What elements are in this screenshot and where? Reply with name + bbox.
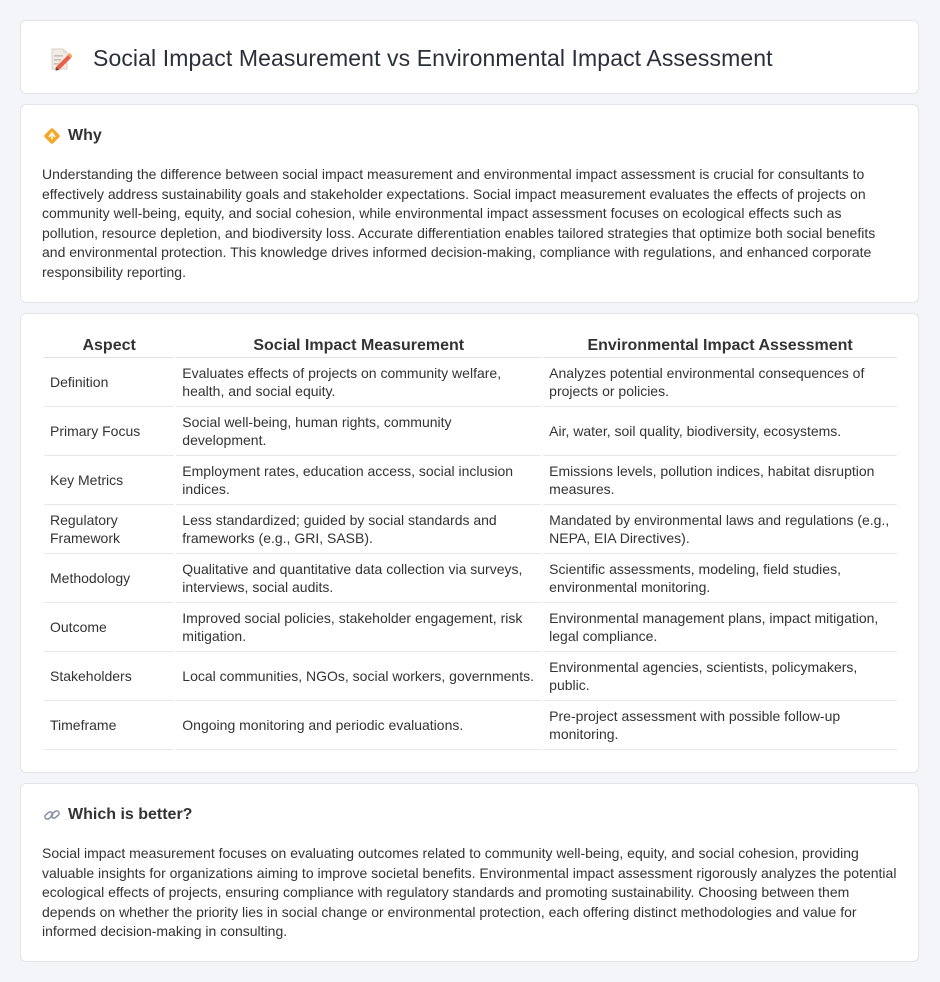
table-row	[44, 358, 897, 407]
why-section	[20, 104, 919, 303]
environmental-cell: Environmental agencies, scientists, policymakers, public.	[543, 652, 897, 701]
title-card	[20, 20, 919, 94]
aspect-cell: Primary Focus	[44, 407, 174, 456]
social-cell: Improved social policies, stakeholder engagement, risk mitigation.	[176, 603, 541, 652]
environmental-cell: Analyzes potential environmental consequences of projects or policies.	[543, 358, 897, 407]
table-row	[44, 701, 897, 750]
aspect-cell: Outcome	[44, 603, 174, 652]
social-cell: Ongoing monitoring and periodic evaluations.	[176, 701, 541, 750]
which-is-better-section	[20, 783, 919, 962]
header-environmental: Environmental Impact Assessment	[543, 336, 897, 358]
social-cell: Employment rates, education access, social inclusion indices.	[176, 456, 541, 505]
comparison-table	[42, 336, 899, 750]
header-social: Social Impact Measurement	[176, 336, 541, 358]
why-title: Why	[68, 127, 102, 144]
environmental-cell: Emissions levels, pollution indices, habitat disruption measures.	[543, 456, 897, 505]
environmental-cell: Air, water, soil quality, biodiversity, ecosystems.	[543, 407, 897, 456]
table-row	[44, 407, 897, 456]
table-row	[44, 603, 897, 652]
aspect-cell: Key Metrics	[44, 456, 174, 505]
better-body: Social impact measurement focuses on evaluating outcomes related to community well-being, equity, and social cohesion, providing valuable insights for organizations aiming to improve societal benefits. Environmental impact assessment rigorously analyzes the potential ecological effects of projects, ensuring compliance with regulatory standards and promoting sustainability. Choosing between them depends on whether the priority lies in social change or environmental protection, each offering distinct methodologies and value for informed decision-making in consulting.	[42, 845, 897, 939]
environmental-cell: Environmental management plans, impact mitigation, legal compliance.	[543, 603, 897, 652]
aspect-cell: Stakeholders	[44, 652, 174, 701]
link-icon	[43, 806, 61, 824]
why-heading	[43, 127, 102, 145]
aspect-cell: Definition	[44, 358, 174, 407]
diamond-direction-icon	[43, 127, 61, 145]
aspect-cell: Methodology	[44, 554, 174, 603]
table-row	[44, 652, 897, 701]
aspect-cell: Regulatory Framework	[44, 505, 174, 554]
table-row	[44, 505, 897, 554]
header-aspect: Aspect	[44, 336, 174, 358]
social-cell: Evaluates effects of projects on community welfare, health, and social equity.	[176, 358, 541, 407]
memo-pencil-icon	[47, 46, 73, 72]
why-body: Understanding the difference between social impact measurement and environmental impact assessment is crucial for consultants to effectively address sustainability goals and stakeholder expectations. Social impact measurement evaluates the effects of projects on community well-being, equity, and social cohesion, while environmental impact assessment focuses on ecological effects such as pollution, resource depletion, and biodiversity loss. Accurate differentiation enables tailored strategies that optimize both social benefits and environmental protection. This knowledge drives informed decision-making, compliance with regulations, and enhanced corporate responsibility reporting.	[42, 166, 876, 280]
table-header-row	[44, 336, 897, 358]
better-heading	[43, 806, 192, 824]
environmental-cell: Scientific assessments, modeling, field studies, environmental monitoring.	[543, 554, 897, 603]
table-row	[44, 456, 897, 505]
table-row	[44, 554, 897, 603]
social-cell: Qualitative and quantitative data collection via surveys, interviews, social audits.	[176, 554, 541, 603]
page-title: Social Impact Measurement vs Environmental Impact Assessment	[93, 45, 773, 71]
social-cell: Social well-being, human rights, community development.	[176, 407, 541, 456]
social-cell: Less standardized; guided by social standards and frameworks (e.g., GRI, SASB).	[176, 505, 541, 554]
environmental-cell: Pre-project assessment with possible follow-up monitoring.	[543, 701, 897, 750]
social-cell: Local communities, NGOs, social workers, governments.	[176, 652, 541, 701]
aspect-cell: Timeframe	[44, 701, 174, 750]
better-title: Which is better?	[68, 806, 193, 823]
environmental-cell: Mandated by environmental laws and regulations (e.g., NEPA, EIA Directives).	[543, 505, 897, 554]
title-row	[47, 45, 773, 72]
comparison-table-card	[20, 313, 919, 773]
